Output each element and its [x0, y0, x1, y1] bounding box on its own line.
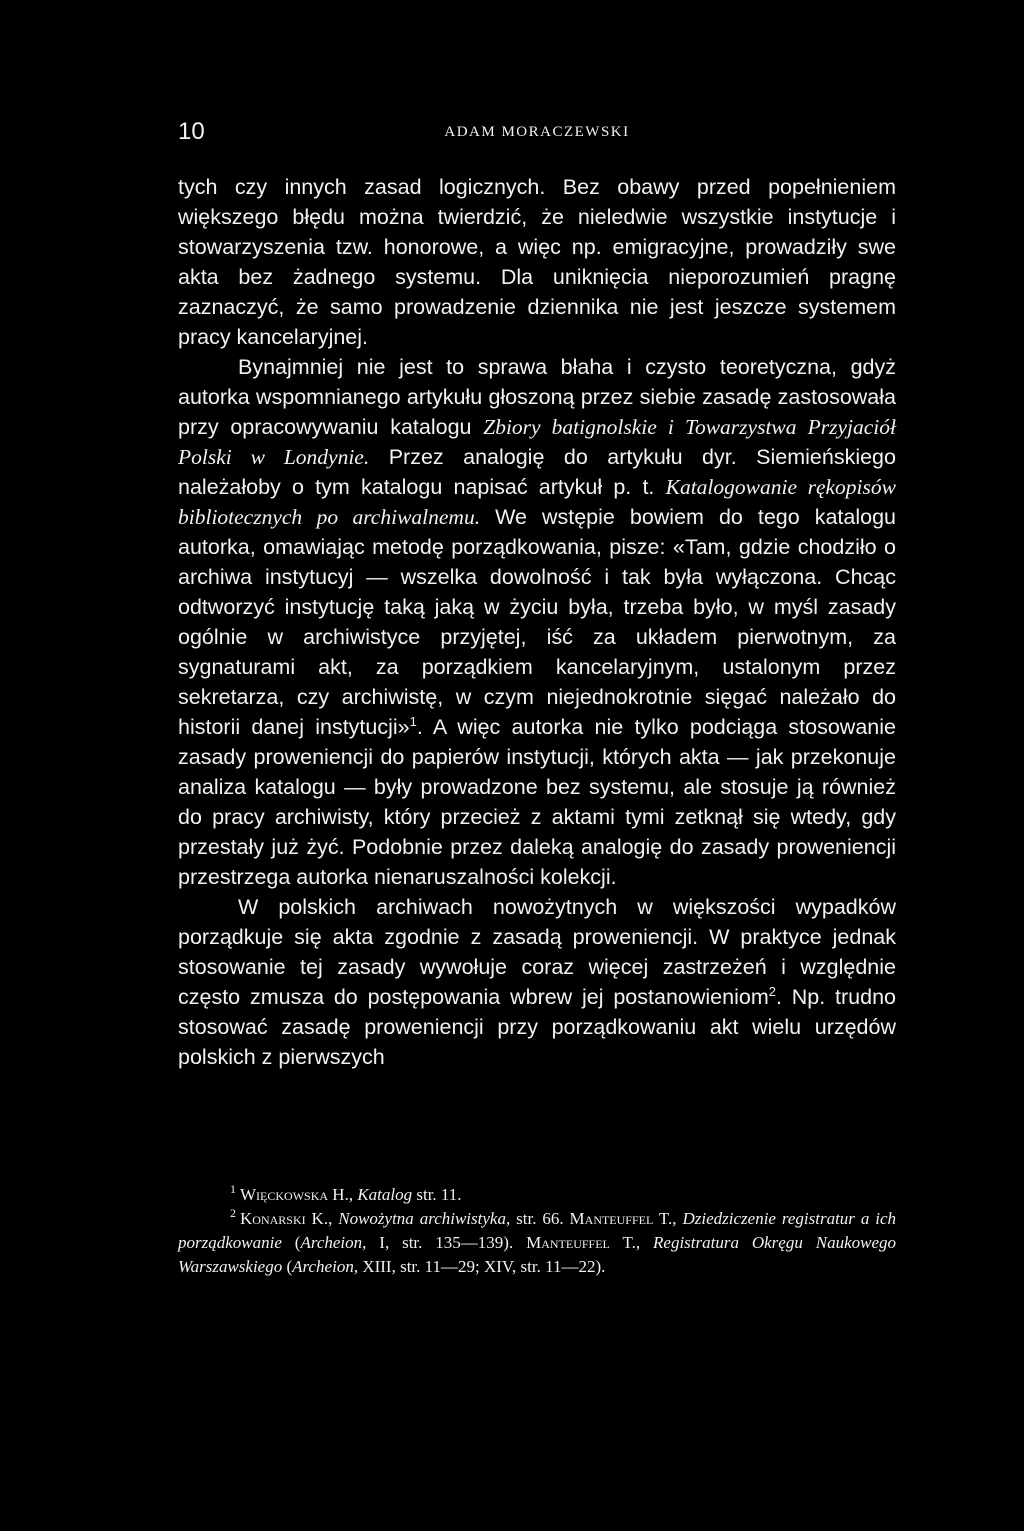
paragraph-2 — [178, 352, 896, 892]
footnote-2-title-2: Dziedziczenie registratur a ich porządkowanie — [178, 1209, 897, 1252]
paragraph-2-part-c: We wstępie bowiem do tego katalogu autorka, omawiając metodę porządkowania, pisze: «Tam, gdzie chodziło o archiwa instytucyj — wszelka dowolność i tak była wyłączona. Chcąc odtworzyć instytucję taką jaką w życiu była, trzeba było, w myśl zasady ogólnie w archiwistyce przyjętej, iść za układem pierwotnym, za sygnaturami akt, za porządkiem kancelaryjnym, ustalonym przez sekretarza, czy archiwistę, w czym niejednokrotnie sięgać należało do historii danej instytucji» — [178, 505, 897, 739]
footnote-2-text-h: , XIII, str. 11—29; XIV, str. 11—22). — [353, 1257, 606, 1276]
footnote-2-text-g: ( — [282, 1257, 293, 1276]
footnote-2-author-3: Manteuffel — [526, 1233, 610, 1252]
footnote-2-text-f: T., — [609, 1233, 654, 1252]
paragraph-2-part-a: Bynajmniej nie jest to sprawa błaha i czysto teoretyczna, gdyż autorka wspomnianego artykułu głoszoną przez siebie zasadę zastosowała przy opracowywaniu katalogu — [178, 355, 896, 439]
paragraph-3-part-b: . Np. trudno stosować zasadę proweniencji przy porządkowaniu akt wielu urzędów polskich z pierwszych — [178, 985, 896, 1069]
paragraph-2-part-b: Przez analogię do artykułu dyr. Siemieńskiego należałoby o tym katalogu napisać artykuł p. t. — [178, 445, 896, 499]
footnote-ref-2: 2 — [768, 983, 776, 999]
paragraph-2-part-d: . A więc autorka nie tylko podciąga stosowanie zasady proweniencji do papierów instytucji, których akta — jak przekonuje analiza katalogu — były prowadzone bez systemu, ale stosuje ją również do pracy archiwisty, który przecież z aktami tymi zetknął się wtedy, gdy przestały już żyć. Podobnie przez daleką analogię do zasady proweniencji przestrzega autorka nienaruszalności kolekcji. — [178, 715, 896, 889]
paragraph-3-part-a: W polskich archiwach nowożytnych w większości wypadków porządkuje się akta zgodnie z zasadą proweniencji. W praktyce jednak stosowanie tej zasady wywołuje coraz więcej zastrzeżeń i względnie często zmusza do postępowania wbrew jej postanowieniom — [178, 895, 896, 1009]
paragraph-3 — [178, 892, 896, 1072]
footnote-1-title: Katalog — [357, 1185, 413, 1204]
footnote-2-text-a: K., — [305, 1209, 339, 1228]
footnote-1-number: 1 — [230, 1182, 236, 1197]
footnote-2-text-c: T., — [653, 1209, 683, 1228]
footnote-2-text-e: , I, str. 135—139). — [362, 1233, 527, 1252]
body-text — [178, 172, 896, 1072]
footnote-1 — [178, 1183, 896, 1207]
paragraph-1-text: tych czy innych zasad logicznych. Bez obawy przed popełnieniem większego błędu można twierdzić, że nieledwie wszystkie instytucje i stowarzyszenia tzw. honorowe, a więc np. emigracyjne, prowadziły swe akta bez żadnego systemu. Dla uniknięcia nieporozumień pragnę zaznaczyć, że samo prowadzenie dziennika nie jest jeszcze systemem pracy kancelaryjnej. — [178, 175, 896, 349]
footnote-2-text-b: , str. 66. — [505, 1209, 570, 1228]
footnote-1-text-b: str. 11. — [412, 1185, 462, 1204]
article-title-italic: Katalogowanie rękopisów bibliotecznych po archiwalnemu. — [178, 475, 896, 529]
footnote-1-author: Więckowska — [240, 1185, 329, 1204]
footnote-2 — [178, 1207, 896, 1279]
page-number: 10 — [178, 118, 205, 145]
footnote-2-title-3: Registratura Okręgu Naukowego Warszawskiego — [178, 1233, 896, 1276]
footnote-2-journal-2: Archeion — [292, 1257, 354, 1276]
paragraph-1 — [178, 172, 896, 352]
footnote-2-author-1: Konarski — [240, 1209, 306, 1228]
footnote-ref-1: 1 — [409, 713, 417, 729]
footnotes — [178, 1183, 896, 1279]
running-head: ADAM MORACZEWSKI — [444, 124, 630, 140]
footnote-2-number: 2 — [230, 1206, 236, 1221]
footnote-2-title-1: Nowożytna archiwistyka — [338, 1209, 506, 1228]
footnote-2-author-2: Manteuffel — [569, 1209, 654, 1228]
catalog-title-italic: Zbiory batignolskie i Towarzystwa Przyjaciół Polski w Londynie. — [178, 415, 896, 469]
page-header — [178, 118, 896, 152]
footnote-2-text-d: ( — [281, 1233, 301, 1252]
footnote-2-journal-1: Archeion — [300, 1233, 363, 1252]
footnote-1-text-a: H., — [328, 1185, 358, 1204]
